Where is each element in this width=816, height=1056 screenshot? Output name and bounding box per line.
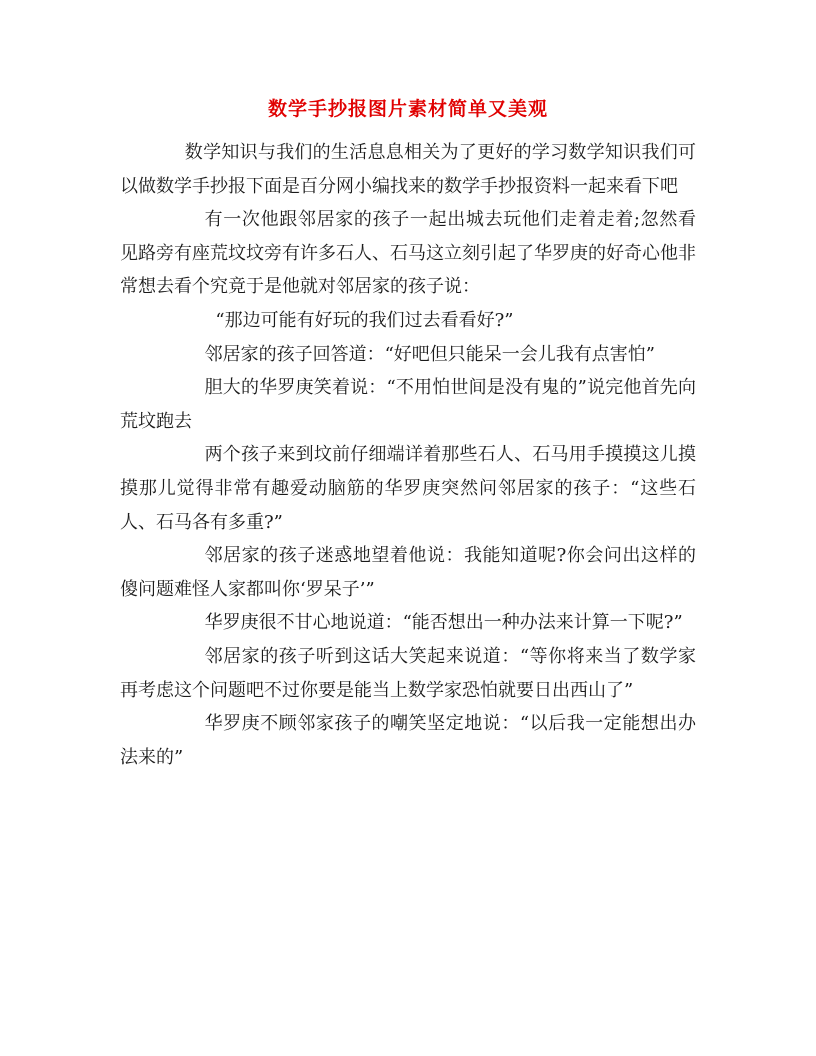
story-paragraph: 华罗庚很不甘心地说道：“能否想出一种办法来计算一下呢?”: [204, 612, 683, 634]
intro-paragraph: 数学知识与我们的生活息息相关为了更好的学习数学知识我们可以做数学手抄报下面是百分网小编找来的数学手抄报资料一起来看下吧: [120, 142, 696, 197]
document-body: [120, 136, 696, 774]
story-paragraph: 邻居家的孩子回答道：“好吧但只能呆一会儿我有点害怕”: [204, 343, 655, 365]
story-paragraph: 有一次他跟邻居家的孩子一起出城去玩他们走着走着;忽然看见路旁有座荒坟坟旁有许多石人、石马这立刻引起了华罗庚的好奇心他非常想去看个究竟于是他就对邻居家的孩子说：: [120, 209, 696, 298]
document-title: 数学手抄报图片素材简单又美观: [267, 98, 548, 120]
story-paragraph: 华罗庚不顾邻家孩子的嘲笑坚定地说：“以后我一定能想出办法来的”: [120, 713, 696, 768]
story-paragraph: 胆大的华罗庚笑着说：“不用怕世间是没有鬼的”说完他首先向荒坟跑去: [120, 377, 696, 432]
story-paragraph: 两个孩子来到坟前仔细端详着那些石人、石马用手摸摸这儿摸摸那儿觉得非常有趣爱动脑筋的华罗庚突然问邻居家的孩子：“这些石人、石马各有多重?”: [120, 444, 696, 533]
story-paragraph: “那边可能有好玩的我们过去看看好?”: [215, 309, 514, 331]
story-paragraph: 邻居家的孩子迷惑地望着他说：我能知道呢?你会问出这样的傻问题难怪人家都叫你‘罗呆子’”: [120, 545, 696, 600]
story-paragraph: 邻居家的孩子听到这话大笑起来说道：“等你将来当了数学家再考虑这个问题吧不过你要是能当上数学家恐怕就要日出西山了”: [120, 645, 696, 701]
